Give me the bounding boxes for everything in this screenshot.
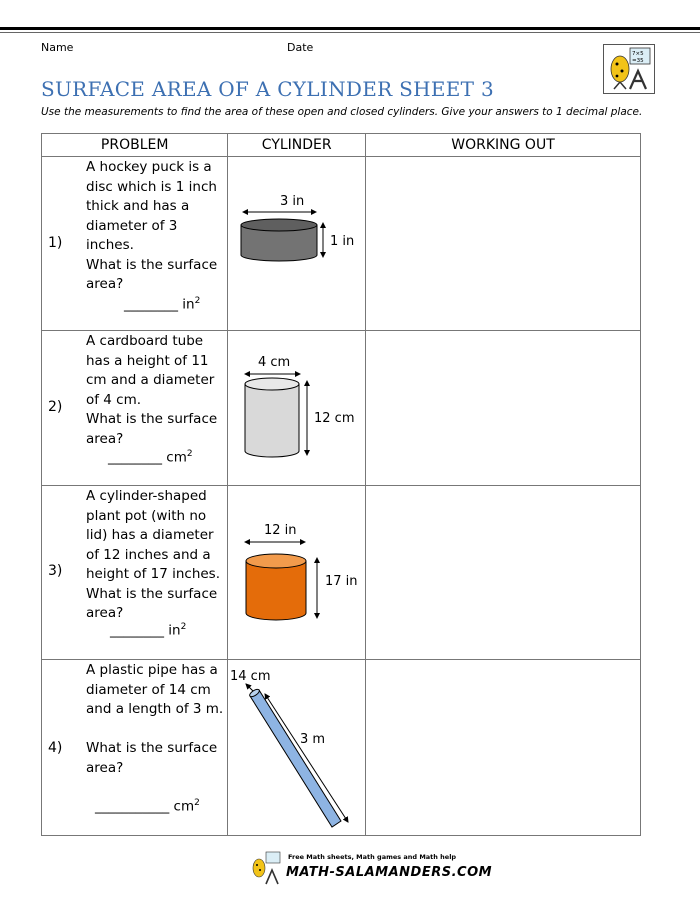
- footer-tagline: Free Math sheets, Math games and Math help: [288, 853, 457, 861]
- problem-cell: [42, 331, 228, 486]
- answer-blank: ________: [124, 296, 178, 313]
- cylinder-top: [246, 554, 306, 568]
- answer-unit: cm: [166, 449, 187, 466]
- header-working-out: WORKING OUT: [366, 134, 641, 157]
- height-label: 3 m: [300, 732, 326, 747]
- working-out-cell[interactable]: [366, 660, 641, 836]
- unit-power: 2: [194, 798, 200, 808]
- table-row: [42, 486, 641, 660]
- answer-blank: ________: [110, 622, 164, 639]
- worksheet-title: SURFACE AREA OF A CYLINDER SHEET 3: [41, 77, 494, 101]
- question-text: A plastic pipe has a diameter of 14 cm and a length of 3 m. What is the surface area?: [86, 662, 224, 776]
- answer-unit: in: [182, 296, 195, 313]
- table-row: [42, 331, 641, 486]
- svg-text:=35: =35: [632, 58, 644, 64]
- table-row: [42, 660, 641, 836]
- height-label: 12 cm: [314, 411, 355, 426]
- hockey-puck-diagram: [228, 157, 365, 331]
- answer-blank: ________: [108, 449, 162, 466]
- instructions: Use the measurements to find the area of these open and closed cylinders. Give your answers to 1 decimal place.: [41, 106, 643, 118]
- problems-table: [41, 133, 641, 836]
- cylinder-cell: [228, 157, 366, 331]
- cylinder-top: [245, 378, 299, 390]
- svg-text:7×5: 7×5: [632, 51, 644, 57]
- cylinder-body: [245, 384, 299, 457]
- plastic-pipe-diagram: [228, 660, 365, 836]
- question-number: 2): [48, 399, 63, 415]
- question-number: 4): [48, 740, 63, 756]
- unit-power: 2: [180, 622, 187, 632]
- cylinder-cell: [228, 331, 366, 486]
- answer-field[interactable]: [108, 449, 193, 466]
- answer-unit: in: [168, 622, 181, 639]
- cylinder-body: [246, 561, 306, 620]
- header-problem: PROBLEM: [42, 134, 228, 157]
- answer-blank: ___________: [95, 798, 170, 815]
- top-rule: [0, 27, 700, 30]
- question-number: 1): [48, 235, 63, 251]
- question-text: A hockey puck is a disc which is 1 inch thick and has a diameter of 3 inches. What is the surface area?: [86, 159, 218, 292]
- answer-field[interactable]: [124, 296, 200, 313]
- diameter-label: 4 cm: [258, 355, 291, 370]
- working-out-cell[interactable]: [366, 486, 641, 660]
- plant-pot-diagram: [228, 486, 365, 660]
- table-row: [42, 157, 641, 331]
- working-out-cell[interactable]: [366, 331, 641, 486]
- footer-site-name: MATH-SALAMANDERS.COM: [286, 865, 493, 880]
- cylinder-top: [241, 219, 317, 231]
- working-out-cell[interactable]: [366, 157, 641, 331]
- question-number: 3): [48, 563, 63, 579]
- cardboard-tube-diagram: [228, 331, 365, 486]
- answer-field[interactable]: [95, 798, 200, 815]
- cylinder-cell: [228, 486, 366, 660]
- length-arrow: [265, 694, 348, 822]
- name-label: Name: [41, 41, 74, 54]
- footer-branding: [248, 851, 493, 887]
- height-label: 1 in: [330, 234, 355, 249]
- question-text: A cylinder-shaped plant pot (with no lid) has a diameter of 12 inches and a height of 17 inches. What is the surface area?: [86, 488, 221, 621]
- question-text: A cardboard tube has a height of 11 cm and a diameter of 4 cm. What is the surface area?: [86, 333, 218, 447]
- diameter-label: 14 cm: [230, 669, 271, 684]
- salamander-footer-icon: [248, 851, 284, 885]
- problem-cell: [42, 157, 228, 331]
- pipe-body: [250, 690, 341, 827]
- table-header-row: [42, 134, 641, 157]
- date-label: Date: [287, 41, 314, 54]
- problem-cell: [42, 486, 228, 660]
- answer-field[interactable]: [110, 622, 186, 639]
- problem-cell: [42, 660, 228, 836]
- unit-power: 2: [194, 296, 201, 306]
- diameter-label: 3 in: [280, 194, 305, 209]
- salamander-logo-icon: [603, 44, 655, 94]
- height-label: 17 in: [325, 574, 358, 589]
- answer-unit: cm: [173, 798, 195, 815]
- cylinder-cell: [228, 660, 366, 836]
- diameter-label: 12 in: [264, 523, 297, 538]
- header-cylinder: CYLINDER: [228, 134, 366, 157]
- unit-power: 2: [186, 449, 193, 459]
- top-rule-thin: [0, 32, 700, 33]
